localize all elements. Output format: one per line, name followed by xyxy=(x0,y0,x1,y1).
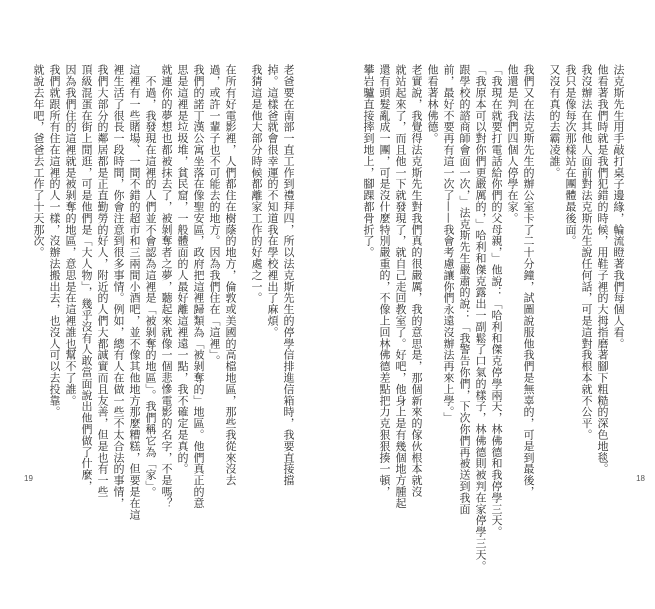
text-line: 不過，我發現在這裡的人們並不會認為這裡是「被剝奪的地區」。我們稱它為「家」。 xyxy=(144,64,157,498)
text-line: 我猜這是他大部分時候都離家工作的好處之一。 xyxy=(250,64,263,304)
text-line: 攀岩驢直接摔到地上，腳踝都骨折了。 xyxy=(362,64,375,258)
text-line: 頂級混蛋在街上閒逛，可是他們是「大人物」，幾乎沒有人敢當面說出他們做了什麼， xyxy=(80,64,93,492)
text-line: 思是這裡是垃圾堆，貧民窟，一般體面的人最好離這裡遠一點，我不確定是真的。 xyxy=(176,64,189,475)
text-line: 就站起來了，而且他一下就發現了，就自己走回教室了。好吧，他身上是有幾個地方腫起 xyxy=(394,64,407,509)
right-page-number: 18 xyxy=(636,474,645,483)
text-line xyxy=(536,64,546,382)
left-page-number: 19 xyxy=(24,474,33,483)
text-line: 我只是像每次那樣站在團體最後面。 xyxy=(564,64,577,247)
text-line: 他看著林佛德。 xyxy=(426,64,439,144)
text-line: 「我原本可以對你們更嚴厲的，」哈利和傑克露出一副鬆了口氣的樣子，林佛德則被判在家停學三天。 xyxy=(474,64,487,572)
text-line xyxy=(238,64,248,382)
text-line: 裡生活了很長一段時間，你會注意到很多事情。例如，總有人在做一些不太合法的事情， xyxy=(112,64,125,509)
text-line: 我們就跟所有住在這裡的人一樣，沒辦法搬出去，也沒人可以去投靠。 xyxy=(48,64,61,418)
text-line: 過，或許一輩子也不可能去的地方。因為我們住在「這裡」。 xyxy=(208,64,221,367)
text-line: 老爸要在南部一直工作到禮拜四，所以法克斯先生的停學信排進信箱時，我要直接擋 xyxy=(282,64,295,486)
right-page-body-text xyxy=(346,64,626,572)
text-line: 我們的諾丁漢公寓坐落在像聖安區，政府把這裡歸類為「被剝奪的」地區。他們真正的意 xyxy=(192,64,205,509)
left-page xyxy=(0,0,327,609)
text-line: 跟學校的諮商師會面一次，」法克斯先生嚴肅的說：「我警告你們，下次你們再被送到我面 xyxy=(458,64,471,515)
text-line: 就連你的夢想也都被抹去了，被剝奪者之夢，聽起來就像一個悲慘電影的名字，不是嗎？ xyxy=(160,64,173,509)
text-line: 我們又在法克斯先生的辦公室卡了二十分鐘，試圖說服他我們是無辜的，可是到最後， xyxy=(522,64,535,498)
text-line: 我沒辦法在其他人面前對法克斯先生說任何話，可是這對我根本就不公平。 xyxy=(580,64,593,441)
text-line: 在所有好電影裡，人們都住在樹蔭的地方，倫敦或美國的高檔地區，那些我從來沒去 xyxy=(224,64,237,486)
text-line: 還有頭髮亂成一團，可是沒什麼特別嚴重的，不像上回林佛德差點把力克狠狠揍一頓， xyxy=(378,64,391,498)
text-line: 他看著我們時就是我們犯錯的時候，用鞋子裡的大拇指磨著腳下粗糙的深色地毯。 xyxy=(596,64,609,475)
right-page xyxy=(328,0,655,609)
text-line: 他還是判我們四個人停學在家。 xyxy=(506,64,519,224)
text-line: 「我現在就要打電話給你們的父母親，」他說：「哈利和傑克停學兩天，林佛德和我停學三天。 xyxy=(490,64,503,538)
text-line: 掉。這樣爸就會很幸運的不知道我在學校裡出了麻煩。 xyxy=(266,64,279,338)
text-line: 老實說，我覺得法克斯先生對我們真的很嚴厲，我的意思是，那個新來的傢伙根本就沒 xyxy=(410,64,423,498)
text-line: 就說去年吧，爸爸去工作了十天那次。 xyxy=(32,64,45,258)
left-page-body-text xyxy=(32,64,306,520)
text-line: 前，最好不要再有這一次了——我會考慮讓你們永遠沒辦法再來上學。」 xyxy=(442,64,455,424)
text-line: 我們大部分的鄰居都是正直勤勞的好人，附近的人們大都誠實而且友善，但是也有一些 xyxy=(96,64,109,498)
text-line: 法克斯先生用手敲打桌子邊緣，輪流瞪著我們每個人看。 xyxy=(612,64,625,349)
text-line: 這裡有一些賭場、一間不錯的超市和三兩間小酒吧，並不像其他地方那麼糟糕，但要是在這 xyxy=(128,64,141,520)
text-line: 因為我們住的這裡就是被剝奪的地區，意思是在這裡誰也幫不了誰。 xyxy=(64,64,77,406)
text-line: 又沒有真的去霸凌誰。 xyxy=(548,64,561,178)
text-line xyxy=(296,64,306,382)
